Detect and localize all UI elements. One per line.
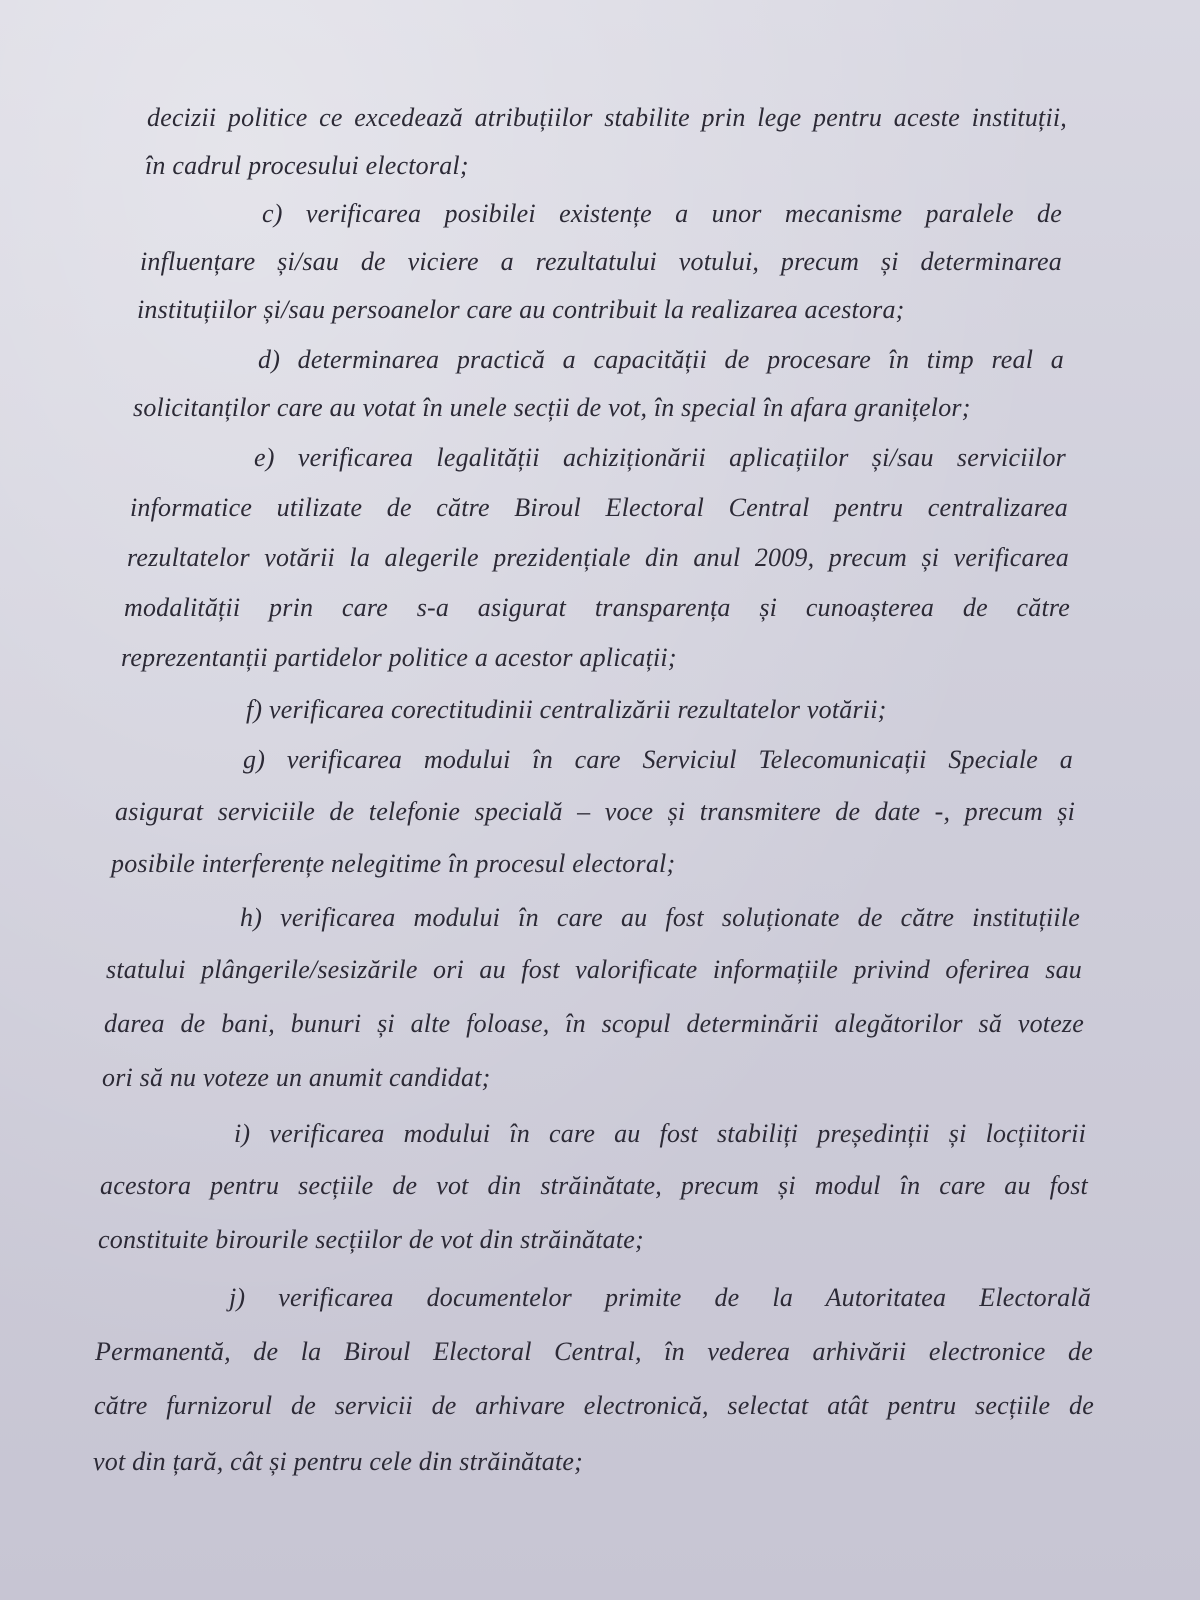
text-line: influențare și/sau de viciere a rezultatului votului, precum și determinarea [140, 247, 1062, 276]
list-item-d: d) determinarea practică a capacității de procesare în timp real a [258, 345, 1064, 374]
text-line: către furnizorul de servicii de arhivare electronică, selectat atât pentru secțiile de [94, 1391, 1094, 1420]
text-line: rezultatelor votării la alegerile prezidențiale din anul 2009, precum și verificarea [127, 543, 1069, 572]
list-item-e: e) verificarea legalității achiziționării aplicațiilor și/sau serviciilor [254, 443, 1066, 472]
list-item-i: i) verificarea modului în care au fost stabiliți președinții și locțiitorii [234, 1119, 1086, 1148]
text-line: constituite birourile secțiilor de vot din străinătate; [98, 1225, 644, 1254]
list-item-g: g) verificarea modului în care Serviciul Telecomunicații Speciale a [243, 745, 1073, 774]
text-line: solicitanților care au votat în unele secții de vot, în special în afara granițelor; [133, 393, 971, 422]
text-line: în cadrul procesului electoral; [145, 151, 469, 180]
text-line: darea de bani, bunuri și alte foloase, în scopul determinării alegătorilor să voteze [104, 1009, 1084, 1038]
text-line: Permanentă, de la Biroul Electoral Central, în vederea arhivării electronice de [95, 1337, 1093, 1366]
text-line: reprezentanții partidelor politice a acestor aplicații; [121, 643, 677, 672]
list-item-f: f) verificarea corectitudinii centralizării rezultatelor votării; [246, 695, 887, 724]
text-line: asigurat serviciile de telefonie specială – voce și transmitere de date -, precum și [115, 797, 1075, 826]
text-line: posibile interferențe nelegitime în procesul electoral; [111, 849, 676, 878]
text-line: decizii politice ce excedează atribuțiilor stabilite prin lege pentru aceste instituții, [147, 103, 1067, 132]
text-line: informatice utilizate de către Biroul Electoral Central pentru centralizarea [130, 493, 1068, 522]
text-line: instituțiilor și/sau persoanelor care au contribuit la realizarea acestora; [137, 295, 905, 324]
text-line: modalității prin care s-a asigurat transparența și cunoașterea de către [124, 593, 1070, 622]
text-line: vot din țară, cât și pentru cele din străinătate; [93, 1447, 584, 1476]
text-line: statului plângerile/sesizările ori au fost valorificate informațiile privind oferirea sau [106, 955, 1082, 984]
list-item-j: j) verificarea documentelor primite de la Autoritatea Electorală [229, 1283, 1091, 1312]
list-item-h: h) verificarea modului în care au fost soluționate de către instituțiile [240, 903, 1080, 932]
list-item-c: c) verificarea posibilei existențe a unor mecanisme paralele de [262, 199, 1062, 228]
text-line: ori să nu voteze un anumit candidat; [102, 1063, 491, 1092]
text-line: acestora pentru secțiile de vot din străinătate, precum și modul în care au fost [100, 1171, 1088, 1200]
